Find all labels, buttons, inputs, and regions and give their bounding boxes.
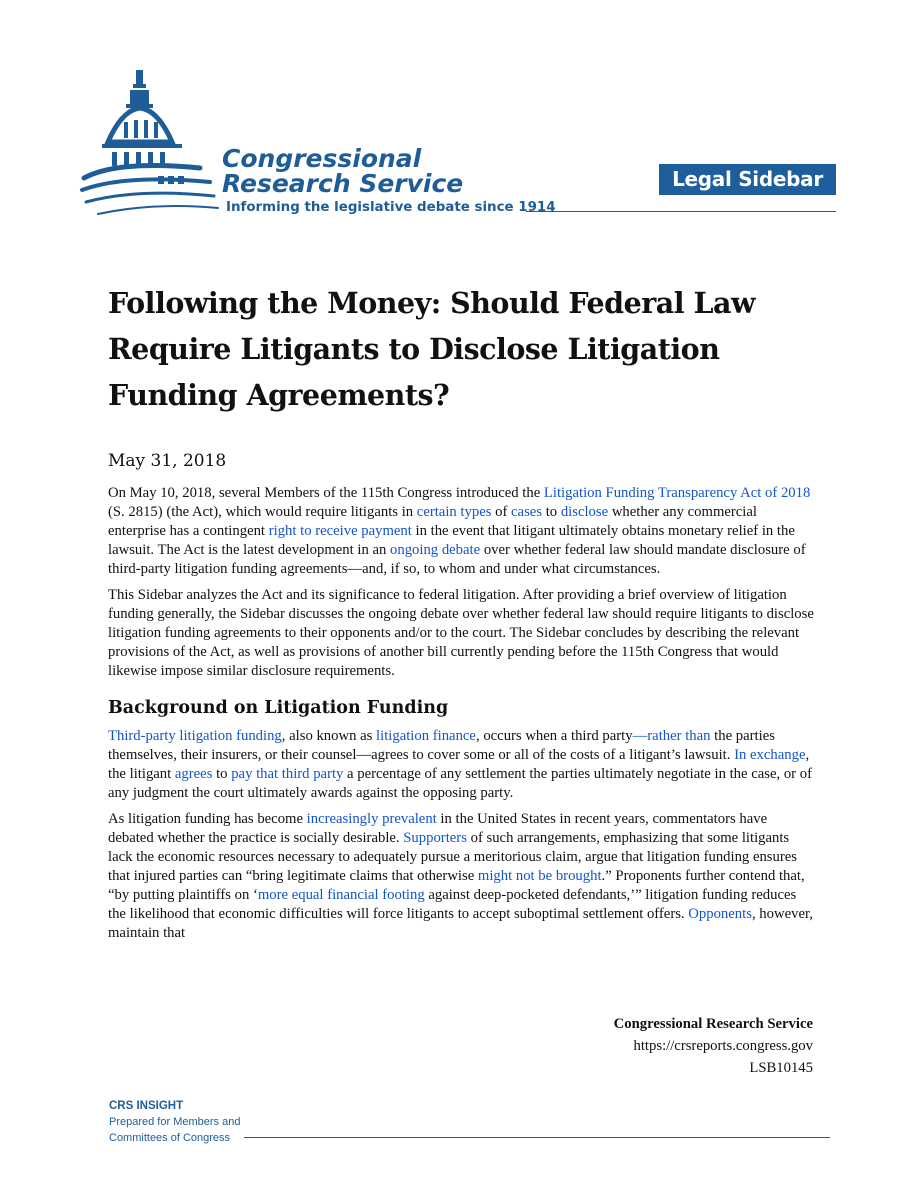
inline-link[interactable]: Litigation Funding Transparency Act of 2018 xyxy=(543,485,811,501)
body-text: This Sidebar analyzes the Act and its significance to federal litigation. After providing a brief overview of litigation funding generally, the Sidebar discusses the ongoing debate over whether federal law should require litigants to disclose litigation funding agreements to their opponents and/or to the court. The Sidebar concludes by describing the relevant provisions of the Act, as well as provisions of another bill currently pending before the 115th Congress that would likewise impose similar disclosure requirements. xyxy=(108,587,814,679)
body-text: to xyxy=(212,766,232,782)
crs-insight-block xyxy=(109,1098,240,1146)
body-text: of xyxy=(491,504,512,520)
report-code: LSB10145 xyxy=(749,1060,813,1076)
body-text: , the litigant xyxy=(108,747,810,782)
inline-link[interactable]: In exchange xyxy=(734,747,806,763)
insight-heading: CRS INSIGHT xyxy=(109,1100,184,1112)
header-rule xyxy=(526,211,836,212)
inline-link[interactable]: disclose xyxy=(560,504,609,520)
body-text: of such arrangements, emphasizing that some litigants lack the economic resources necessary to adequately pursue a meritorious claim, argue that litigation funding ensures that injured parties can “bring legitimate claims that otherwise xyxy=(108,830,797,884)
section-heading: Background on Litigation Funding xyxy=(108,698,449,718)
org-name-line1: Congressional xyxy=(222,144,422,173)
article-body xyxy=(108,484,814,950)
publication-date: May 31, 2018 xyxy=(108,451,227,471)
footer-url[interactable]: https://crsreports.congress.gov xyxy=(633,1038,813,1054)
tagline: Informing the legislative debate since 1914 xyxy=(226,200,556,215)
body-text: On May 10, 2018, several Members of the 115th Congress introduced the xyxy=(108,485,544,501)
inline-link[interactable]: increasingly prevalent xyxy=(306,811,437,827)
body-text: a percentage of any settlement the parties ultimately negotiate in the case, or of any judgment the court ultimately awards against the opposing party. xyxy=(108,766,812,801)
inline-link[interactable]: might not be brought xyxy=(477,868,602,884)
inline-link[interactable]: Third-party litigation funding xyxy=(108,728,282,744)
paragraph-debate xyxy=(108,810,814,943)
body-text: As litigation funding has become xyxy=(108,811,307,827)
inline-link[interactable]: more equal financial footing xyxy=(257,887,425,903)
body-text: against deep-pocketed defendants,’” litigation funding reduces the likelihood that economic difficulties will force litigants to accept suboptimal settlement offers. xyxy=(108,887,797,922)
inline-link[interactable]: Supporters xyxy=(403,830,467,846)
insight-line2: Committees of Congress xyxy=(109,1132,231,1144)
body-text: , also known as xyxy=(281,728,377,744)
paragraph-background xyxy=(108,727,814,803)
body-text: the parties themselves, their insurers, or their counsel—agrees to cover some or all of the costs of a litigant’s lawsuit. xyxy=(108,728,775,763)
body-text: .” Proponents further contend that, “by putting plaintiffs on ‘ xyxy=(108,868,805,903)
inline-link[interactable]: Opponents xyxy=(688,906,752,922)
page-title: Following the Money: Should Federal Law Require Litigants to Disclose Litigation Funding Agreements? xyxy=(108,286,755,412)
inline-link[interactable]: ongoing debate xyxy=(390,542,481,558)
org-name-line2: Research Service xyxy=(222,169,464,198)
insight-rule xyxy=(244,1137,830,1138)
body-text: over whether federal law should mandate disclosure of third-party litigation funding agreements—and, if so, to whom and under what circumstances. xyxy=(108,542,806,577)
body-text: to xyxy=(542,504,561,520)
inline-link[interactable]: certain types xyxy=(416,504,492,520)
inline-link[interactable]: pay that third party xyxy=(231,766,344,782)
paragraph-overview xyxy=(108,586,814,681)
body-text: in the United States in recent years, commentators have debated whether the practice is socially desirable. xyxy=(108,811,768,846)
inline-link[interactable]: cases xyxy=(511,504,543,520)
inline-link[interactable]: litigation finance xyxy=(376,728,476,744)
body-text: whether any commercial enterprise has a contingent xyxy=(108,504,757,539)
body-text: in the event that litigant ultimately obtains monetary relief in the lawsuit. The Act is the latest development in an xyxy=(108,523,795,558)
footer-org: Congressional Research Service xyxy=(613,1016,813,1032)
inline-link[interactable]: agrees xyxy=(174,766,213,782)
legal-sidebar-badge: Legal Sidebar xyxy=(659,164,836,195)
paragraph-intro xyxy=(108,484,814,579)
body-text: , occurs when a third party xyxy=(475,728,633,744)
insight-line1: Prepared for Members and xyxy=(109,1116,241,1128)
inline-link[interactable]: right to receive payment xyxy=(268,523,412,539)
body-text: (S. 2815) (the Act), which would require litigants in xyxy=(108,504,417,520)
report-footer xyxy=(614,1013,813,1079)
body-text: , however, maintain that xyxy=(108,906,813,941)
inline-link[interactable]: —rather than xyxy=(632,728,711,744)
